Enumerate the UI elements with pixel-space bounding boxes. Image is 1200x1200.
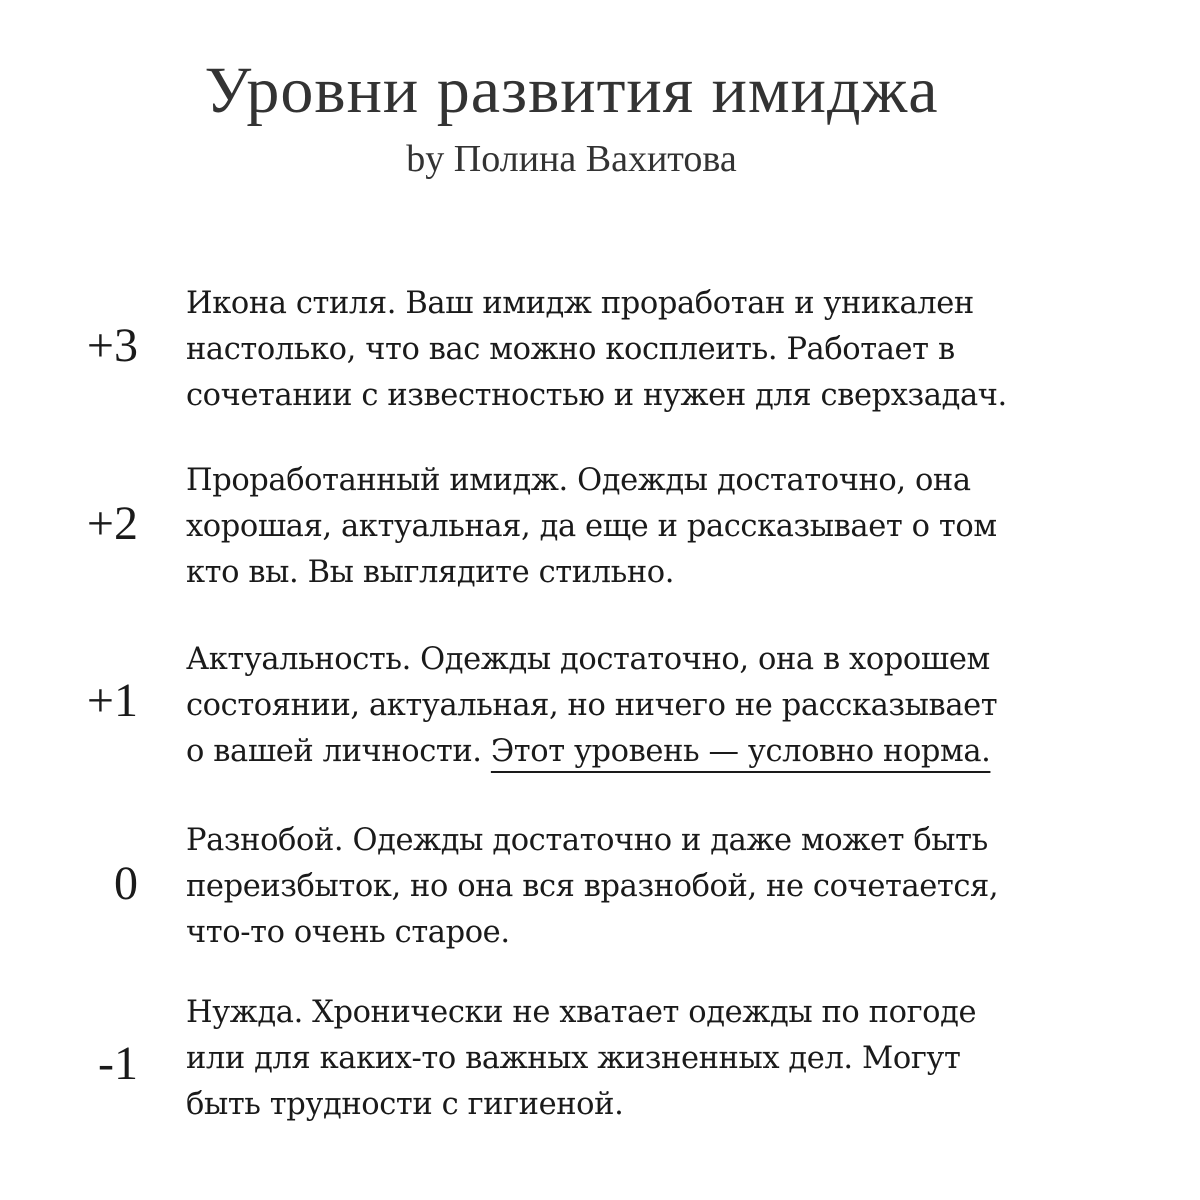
level-description xyxy=(186,990,1176,1128)
description-line: Икона стиля. Ваш имидж проработан и уникален xyxy=(186,286,974,321)
level-score: +2 xyxy=(86,497,138,550)
level-description xyxy=(186,637,1176,775)
level-score: +1 xyxy=(86,674,138,727)
author-byline: by Полина Вахитова xyxy=(406,138,737,180)
description-line: Актуальность. Одежды достаточно, она в хорошем xyxy=(186,642,990,677)
level-description xyxy=(186,818,1176,956)
description-line xyxy=(186,729,1176,775)
norm-highlight: Этот уровень — условно норма. xyxy=(490,734,991,769)
description-line: что-то очень старое. xyxy=(186,915,510,950)
description-line: Нужда. Хронически не хватает одежды по погоде xyxy=(186,995,977,1030)
level-score: +3 xyxy=(86,319,138,372)
description-line: Разнобой. Одежды достаточно и даже может быть xyxy=(186,823,988,858)
description-line: быть трудности с гигиеной. xyxy=(186,1087,624,1122)
description-line: Проработанный имидж. Одежды достаточно, она xyxy=(186,463,971,498)
description-line: переизбыток, но она вся вразнобой, не сочетается, xyxy=(186,869,999,904)
level-score: -1 xyxy=(98,1037,138,1090)
description-line: настолько, что вас можно косплеить. Работает в xyxy=(186,332,955,367)
level-score: 0 xyxy=(114,857,138,910)
description-line: или для каких-то важных жизненных дел. Могут xyxy=(186,1041,961,1076)
description-line: кто вы. Вы выглядите стильно. xyxy=(186,555,675,590)
description-line: состоянии, актуальная, но ничего не рассказывает xyxy=(186,688,998,723)
level-description xyxy=(186,281,1176,419)
page-title: Уровни развития имиджа xyxy=(204,54,939,127)
level-description xyxy=(186,458,1176,596)
description-line: сочетании с известностью и нужен для сверхзадач. xyxy=(186,378,1007,413)
description-line: хорошая, актуальная, да еще и рассказывает о том xyxy=(186,509,997,544)
description-text: о вашей личности. xyxy=(186,734,491,769)
